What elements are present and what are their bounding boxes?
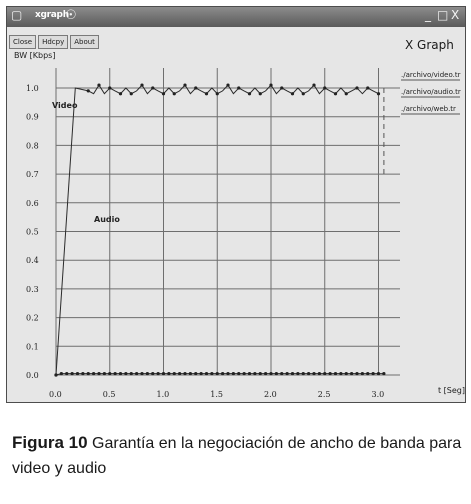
x-tick-label: 0.5	[102, 390, 116, 399]
window-menu-icon[interactable]: ▢	[11, 8, 23, 22]
y-tick-label: 0.5	[26, 227, 39, 237]
data-point	[108, 86, 111, 89]
data-point	[280, 372, 283, 375]
data-point	[226, 372, 229, 375]
data-point	[361, 372, 364, 375]
annotation-video: Video	[52, 101, 78, 110]
x-axis-label: t [Seg]	[438, 386, 465, 395]
data-point	[243, 372, 246, 375]
data-point	[291, 92, 294, 95]
data-point	[318, 372, 321, 375]
data-point	[264, 372, 267, 375]
data-point	[226, 84, 229, 87]
data-point	[259, 372, 262, 375]
data-point	[366, 86, 369, 89]
data-point	[312, 84, 315, 87]
data-point	[339, 372, 342, 375]
close-button[interactable]: Close	[9, 35, 36, 49]
data-point	[280, 86, 283, 89]
data-point	[205, 372, 208, 375]
data-point	[108, 372, 111, 375]
x-tick-label: 0.0	[49, 390, 62, 399]
y-tick-label: 0.4	[26, 256, 39, 266]
data-point	[173, 92, 176, 95]
data-point	[345, 372, 348, 375]
data-point	[377, 372, 380, 375]
data-point	[151, 86, 154, 89]
data-point	[237, 372, 240, 375]
data-point	[302, 372, 305, 375]
app-logo-icon: ☉	[65, 8, 77, 23]
data-point	[253, 372, 256, 375]
data-point	[275, 372, 278, 375]
x-tick-label: 2.5	[317, 390, 331, 399]
data-point	[157, 372, 160, 375]
data-point	[355, 372, 358, 375]
data-point	[355, 86, 358, 89]
y-tick-label: 0.7	[26, 170, 39, 180]
figure-number: Figura 10	[12, 433, 88, 452]
data-point	[81, 372, 84, 375]
y-tick-label: 1.0	[26, 84, 39, 93]
legend-entry: ./archivo/video.tr	[401, 71, 461, 79]
close-icon[interactable]: X	[451, 8, 460, 22]
y-tick-label: 0.8	[26, 141, 39, 151]
data-point	[162, 92, 165, 95]
data-point	[151, 372, 154, 375]
data-point	[135, 372, 138, 375]
y-tick-label: 0.9	[26, 112, 39, 122]
x-tick-label: 1.5	[210, 390, 223, 399]
y-tick-label: 0.3	[26, 284, 39, 294]
data-point	[350, 372, 353, 375]
legend	[401, 71, 461, 114]
y-tick-label: 0.0	[26, 371, 39, 380]
annotation-audio: Audio	[94, 215, 120, 224]
data-point	[216, 92, 219, 95]
legend-entry: ./archivo/web.tr	[401, 105, 456, 113]
data-point	[372, 372, 375, 375]
data-point	[237, 86, 240, 89]
data-point	[173, 372, 176, 375]
data-point	[248, 372, 251, 375]
data-point	[76, 372, 79, 375]
data-point	[269, 84, 272, 87]
x-tick-label: 1.0	[156, 390, 170, 399]
data-point	[205, 92, 208, 95]
y-tick-label: 0.6	[26, 198, 39, 208]
minimize-icon[interactable]: _	[425, 8, 431, 22]
data-point	[302, 92, 305, 95]
data-point	[312, 372, 315, 375]
data-point	[329, 372, 332, 375]
data-point	[92, 372, 95, 375]
data-point	[216, 372, 219, 375]
data-point	[119, 92, 122, 95]
data-point	[140, 372, 143, 375]
data-point	[97, 84, 100, 87]
x-tick-label: 3.0	[371, 390, 385, 399]
data-point	[130, 372, 133, 375]
figure-caption	[12, 430, 467, 481]
data-point	[71, 372, 74, 375]
about-button[interactable]: About	[70, 35, 99, 49]
data-point	[286, 372, 289, 375]
data-point	[269, 372, 272, 375]
data-point	[345, 92, 348, 95]
data-point	[323, 372, 326, 375]
x-tick-label: 2.0	[264, 390, 277, 399]
data-point	[183, 84, 186, 87]
data-point	[323, 86, 326, 89]
y-tick-label: 0.1	[26, 342, 39, 352]
data-point	[140, 84, 143, 87]
data-point	[124, 372, 127, 375]
data-point	[307, 372, 310, 375]
data-point	[189, 372, 192, 375]
data-point	[296, 372, 299, 375]
data-point	[248, 92, 251, 95]
data-point	[103, 372, 106, 375]
data-point	[87, 89, 90, 92]
y-tick-label: 0.2	[26, 313, 39, 323]
data-point	[183, 372, 186, 375]
data-point	[366, 372, 369, 375]
data-point	[194, 372, 197, 375]
graph-heading: X Graph	[405, 38, 454, 52]
data-point	[146, 372, 149, 375]
caption-text: Garantía en la negociación de ancho de banda para video y audio	[12, 435, 462, 477]
data-point	[162, 372, 165, 375]
data-point	[334, 92, 337, 95]
data-point	[382, 372, 385, 375]
data-point	[114, 372, 117, 375]
data-point	[65, 372, 68, 375]
data-point	[200, 372, 203, 375]
data-point	[259, 92, 262, 95]
hdcpy-button[interactable]: Hdcpy	[38, 35, 68, 49]
y-axis-label: BW [Kbps]	[14, 51, 56, 60]
legend-entry: ./archivo/audio.tr	[401, 88, 461, 96]
data-point	[221, 372, 224, 375]
window-title: xgraph	[35, 10, 69, 20]
data-point	[87, 372, 90, 375]
data-point	[97, 372, 100, 375]
data-point	[194, 86, 197, 89]
data-point	[232, 372, 235, 375]
data-point	[334, 372, 337, 375]
data-point	[60, 372, 63, 375]
data-point	[291, 372, 294, 375]
data-point	[167, 372, 170, 375]
data-point	[178, 372, 181, 375]
maximize-icon[interactable]: □	[437, 8, 449, 22]
data-point	[119, 372, 122, 375]
data-point	[130, 92, 133, 95]
data-point	[210, 372, 213, 375]
data-point	[54, 373, 57, 376]
data-point	[377, 92, 380, 95]
